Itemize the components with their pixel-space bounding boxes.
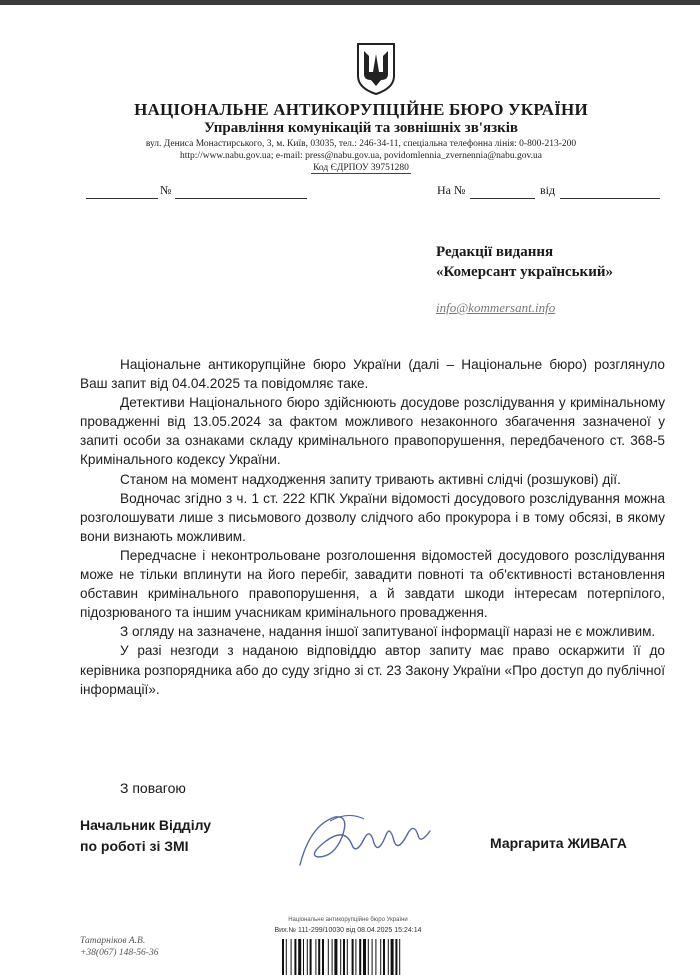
- ref-na-line: [470, 198, 535, 199]
- recipient-line-1: Редакції видання: [436, 244, 554, 260]
- ref-date-line: [86, 198, 158, 199]
- paragraph-6: З огляду на зазначене, надання іншої запитуваної інформації наразі не є можливим.: [120, 624, 656, 640]
- recipient-line-2: «Комерсант український»: [436, 264, 613, 280]
- barcode-bar: [363, 939, 366, 975]
- paragraph-4: Водночас згідно з ч. 1 ст. 222 КПК України відомості досудового розслідування можна розголошувати лише з письмового дозволу слідчого або прокурора і в тому обсязі, в якому вони визнають можливим.: [80, 490, 665, 544]
- top-edge: [0, 0, 700, 5]
- ref-vid-label: від: [540, 183, 556, 197]
- barcode-bar: [315, 939, 316, 975]
- barcode-bar: [391, 939, 394, 975]
- barcode-bar: [347, 939, 348, 975]
- edrpou-code: Код ЄДРПОУ 39751280: [313, 163, 409, 173]
- barcode-bar: [282, 939, 284, 975]
- ref-no-line: [175, 198, 307, 199]
- barcode-bar: [307, 939, 308, 975]
- barcode-bar: [355, 939, 356, 975]
- edrpou-line: [0, 163, 700, 173]
- stamp-org-line: Національне антикорупційне бюро України: [288, 917, 408, 923]
- executor-name: Татарніков А.В.: [80, 936, 146, 946]
- barcode-bar: [388, 939, 389, 975]
- barcode-bar: [328, 939, 329, 975]
- web-line: http://www.nabu.gov.ua; e-mail: press@nabu.gov.ua, povidomlennia_zvernennia@nabu.gov.ua: [180, 151, 542, 161]
- paragraph-3: Станом на момент надходження запиту тривають активні слідчі (розшукові) дії.: [120, 471, 621, 487]
- barcode: [282, 939, 422, 975]
- barcode-bar: [375, 939, 376, 975]
- signer-name: Маргарита ЖИВАГА: [490, 835, 627, 851]
- paragraph-7: У разі незгоди з наданою відповіддю автор запиту має право оскаржити її до керівника розпорядника або до суду згідно зі ст. 23 Закону України «Про доступ до публічної інформації».: [80, 643, 665, 697]
- org-name: НАЦІОНАЛЬНЕ АНТИКОРУПЦІЙНЕ БЮРО УКРАЇНИ: [134, 100, 588, 119]
- barcode-bar: [310, 939, 312, 975]
- paragraph-1: Національне антикорупційне бюро України (далі – Національне бюро) розглянуло Ваш запит від 04.04.2025 та повідомляє таке.: [80, 357, 665, 392]
- ref-vid-line: [560, 198, 660, 199]
- barcode-bar: [380, 939, 381, 975]
- signer-title-line-1: Начальник Відділу: [80, 817, 212, 833]
- barcode-bar: [395, 939, 397, 975]
- paragraph-5: Передчасне і неконтрольоване розголошення відомостей досудового розслідування може не тільки вплинути на його перебіг, завадити повноті та об'єктивності встановлення обставин кримінального правопорушення, а й завдати шкоди інтересам потерпілого, підозрюваного та іншим учасникам кримінального провадження.: [80, 547, 665, 621]
- barcode-bar: [343, 939, 345, 975]
- barcode-bar: [368, 939, 369, 975]
- barcode-bar: [372, 939, 373, 975]
- barcode-bar: [294, 939, 296, 975]
- stamp-reg-number: Вих.№ 111-299/10030 від 08.04.2025 15:24:14: [274, 927, 422, 934]
- executor-phone: +38(067) 148-56-36: [80, 948, 159, 958]
- barcode-bar: [359, 939, 361, 975]
- barcode-bar: [318, 939, 320, 975]
- barcode-bar: [322, 939, 324, 975]
- paragraph-2: Детективи Національного бюро здійснюють досудове розслідування у кримінальному провадженні від 13.05.2024 за фактом можливого незаконного збагачення зазначеної у запиті особи за ознаками складу кримінального правопорушення, передбаченого ст. 368-5 Кримінального кодексу України.: [80, 395, 665, 468]
- trident-emblem-icon: [355, 42, 397, 96]
- recipient-email: info@kommersant.info: [436, 300, 556, 315]
- ref-no-label: №: [160, 183, 172, 197]
- barcode-bar: [340, 939, 341, 975]
- barcode-bar: [298, 939, 301, 975]
- department-name: Управління комунікацій та зовнішніх зв'язків: [203, 120, 519, 136]
- barcode-bar: [291, 939, 292, 975]
- handwritten-signature: [290, 805, 440, 875]
- letter-body: [80, 355, 665, 699]
- barcode-bar: [303, 939, 304, 975]
- barcode-bar: [332, 939, 333, 975]
- barcode-bar: [352, 939, 354, 975]
- signer-title-line-2: по роботі зі ЗМІ: [80, 838, 189, 854]
- barcode-bar: [383, 939, 385, 975]
- ref-na-label: На №: [437, 183, 466, 197]
- closing-regards: З повагою: [120, 780, 186, 796]
- barcode-bar: [286, 939, 287, 975]
- barcode-bar: [399, 939, 400, 975]
- registration-stamp: [262, 917, 434, 975]
- address-line: вул. Дениса Монастирського, 3, м. Київ, 03035, тел.: 246-34-11, спеціальна телефонна лінія: 0-800-213-200: [145, 139, 577, 149]
- barcode-bar: [334, 939, 337, 975]
